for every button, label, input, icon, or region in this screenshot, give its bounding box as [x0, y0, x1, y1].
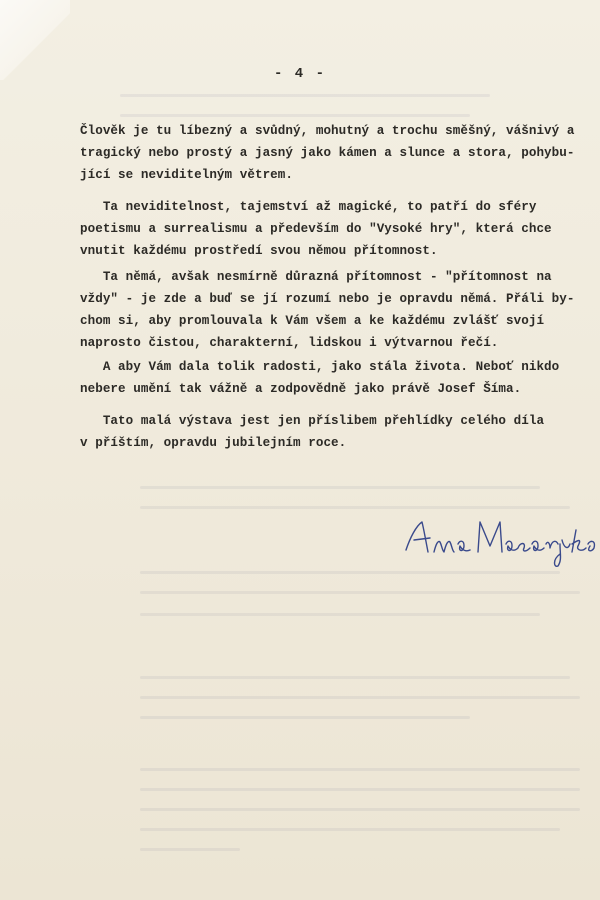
text-line: vždy" - je zde a buď se jí rozumí nebo je opravdu němá. Přáli by-	[80, 292, 575, 306]
text-line: nebere umění tak vážně a zodpovědně jako právě Josef Šíma.	[80, 382, 522, 396]
text-line: tragický nebo prostý a jasný jako kámen a slunce a stora, pohybu-	[80, 146, 575, 160]
text-line: v příštím, opravdu jubilejním roce.	[80, 436, 347, 450]
text-line: poetismu a surrealismu a především do "Vysoké hry", která chce	[80, 222, 552, 236]
paragraph-1	[80, 120, 600, 186]
text-line: A aby Vám dala tolik radosti, jako stála života. Neboť nikdo	[80, 360, 560, 374]
paragraph-5	[80, 410, 600, 454]
page-number: - 4 -	[273, 66, 326, 82]
handwritten-signature	[400, 510, 600, 570]
text-line: jící se neviditelným větrem.	[80, 168, 294, 182]
text-line: vnutit každému prostředí svou němou přítomnost.	[80, 244, 438, 258]
text-line: Ta němá, avšak nesmírně důrazná přítomnost - "přítomnost na	[80, 270, 552, 284]
paragraph-2	[80, 196, 600, 262]
paragraph-3	[80, 266, 600, 354]
text-line: Člověk je tu líbezný a svůdný, mohutný a trochu směšný, vášnivý a	[80, 124, 575, 138]
text-line: naprosto čistou, charakterní, lidskou i výtvarnou řečí.	[80, 336, 499, 350]
text-line: Tato malá výstava jest jen příslibem přehlídky celého díla	[80, 414, 545, 428]
text-line: Ta neviditelnost, tajemství až magické, to patří do sféry	[80, 200, 537, 214]
paragraph-4	[80, 356, 600, 400]
text-line: chom si, aby promlouvala k Vám všem a ke každému zvlášť svojí	[80, 314, 545, 328]
